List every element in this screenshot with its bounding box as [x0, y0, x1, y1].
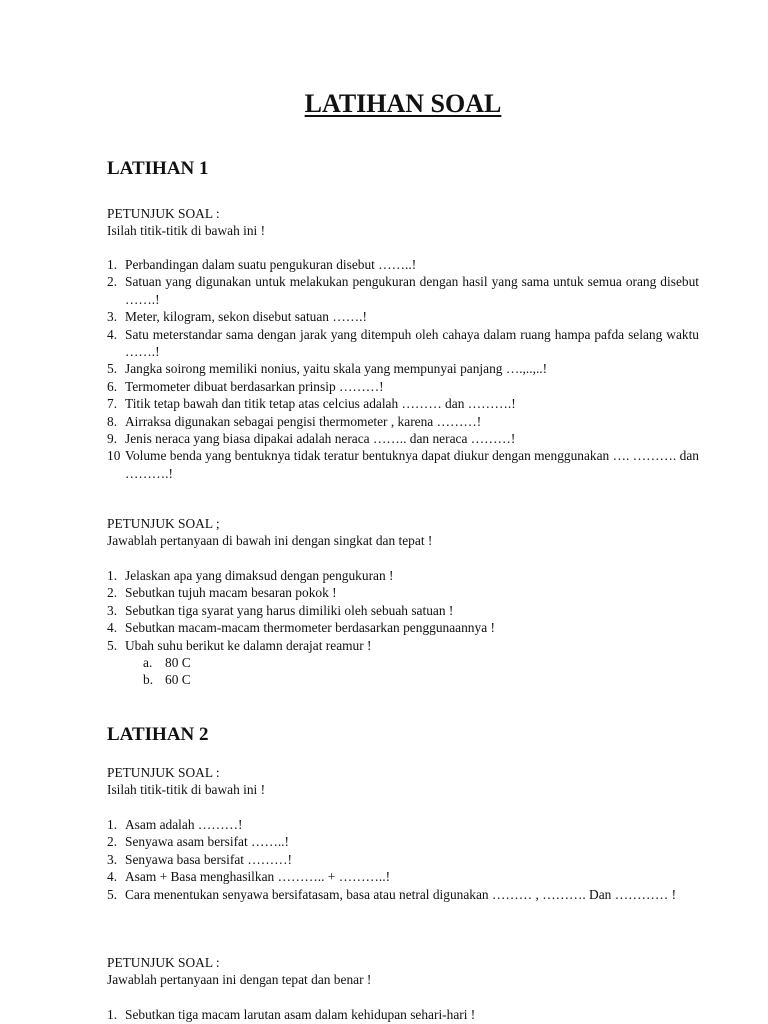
question-item: 5. Cara menentukan senyawa bersifatasam, basa atau netral digunakan ……… , ………. Dan ………… ! [107, 886, 677, 902]
section-heading-latihan-1: LATIHAN 1 [107, 158, 209, 179]
question-item: 4. Asam + Basa menghasilkan ……….. + ………..! [107, 869, 391, 885]
sub-item-list [125, 654, 699, 689]
instruction-label: PETUNJUK SOAL ; [107, 516, 220, 531]
instruction-text: Isilah titik-titik di bawah ini ! [107, 782, 266, 798]
question-item: 2. Senyawa asam bersifat ……..! [107, 834, 289, 850]
question-item: 4. Sebutkan macam-macam thermometer berdasarkan penggunaannya ! [107, 620, 495, 636]
question-item: 6. Termometer dibuat berdasarkan prinsip ………! [107, 378, 384, 394]
question-list-latihan-1-part-1 [107, 256, 699, 482]
question-item: 1. Sebutkan tiga macam larutan asam dalam kehidupan sehari-hari ! [107, 1007, 476, 1022]
instruction-label: PETUNJUK SOAL : [107, 206, 220, 221]
latihan-2-part-1 [107, 764, 699, 799]
question-item: 2. Satuan yang digunakan untuk melakukan pengukuran dengan hasil yang sama untuk semua orang disebut …….! [107, 274, 699, 307]
question-item: 10 Volume benda yang bentuknya tidak teratur bentuknya dapat diukur dengan menggunakan …. ………. dan ……….! [107, 448, 699, 481]
question-item: 3. Sebutkan tiga syarat yang harus dimiliki oleh sebuah satuan ! [107, 602, 454, 618]
question-item: 1. Asam adalah ………! [107, 817, 243, 832]
latihan-2-part-2 [107, 954, 699, 989]
instruction-label: PETUNJUK SOAL : [107, 955, 220, 970]
section-heading-latihan-2: LATIHAN 2 [107, 724, 209, 745]
question-list-latihan-1-part-2 [107, 567, 699, 689]
instruction-text: Jawablah pertanyaan ini dengan tepat dan benar ! [107, 972, 372, 988]
question-item: 1. Perbandingan dalam suatu pengukuran disebut ……..! [107, 257, 417, 272]
question-item: 8. Airraksa digunakan sebagai pengisi thermometer , karena ………! [107, 413, 482, 429]
instruction-text: Jawablah pertanyaan di bawah ini dengan singkat dan tepat ! [107, 533, 433, 549]
question-item: 3. Senyawa basa bersifat ………! [107, 851, 292, 867]
question-item: 4. Satu meterstandar sama dengan jarak yang ditempuh oleh cahaya dalam ruang hampa pafda selang waktu …….! [107, 326, 699, 360]
sub-item: b. 60 C [143, 672, 191, 688]
question-item: 9. Jenis neraca yang biasa dipakai adalah neraca …….. dan neraca ………! [107, 431, 516, 447]
question-item: 7. Titik tetap bawah dan titik tetap atas celcius adalah ……… dan ……….! [107, 396, 516, 412]
question-item: 1. Jelaskan apa yang dimaksud dengan pengukuran ! [107, 568, 394, 583]
question-list-latihan-2-part-2 [107, 1006, 699, 1023]
instruction-label: PETUNJUK SOAL : [107, 765, 220, 780]
document-title: LATIHAN SOAL [304, 89, 502, 118]
question-item: 3. Meter, kilogram, sekon disebut satuan …….! [107, 309, 367, 325]
latihan-1-part-2 [107, 515, 699, 550]
instruction-text: Isilah titik-titik di bawah ini ! [107, 223, 266, 239]
latihan-1-part-1 [107, 205, 699, 240]
sub-item: a. 80 C [143, 655, 191, 671]
question-item: 5. Jangka soirong memiliki nonius, yaitu skala yang mempunyai panjang ….,..,..! [107, 361, 548, 377]
question-list-latihan-2-part-1 [107, 816, 699, 903]
question-item: 5. Ubah suhu berikut ke dalamn derajat reamur ! a. 80 C b. 60 C [107, 637, 699, 689]
question-item: 2. Sebutkan tujuh macam besaran pokok ! [107, 585, 337, 601]
